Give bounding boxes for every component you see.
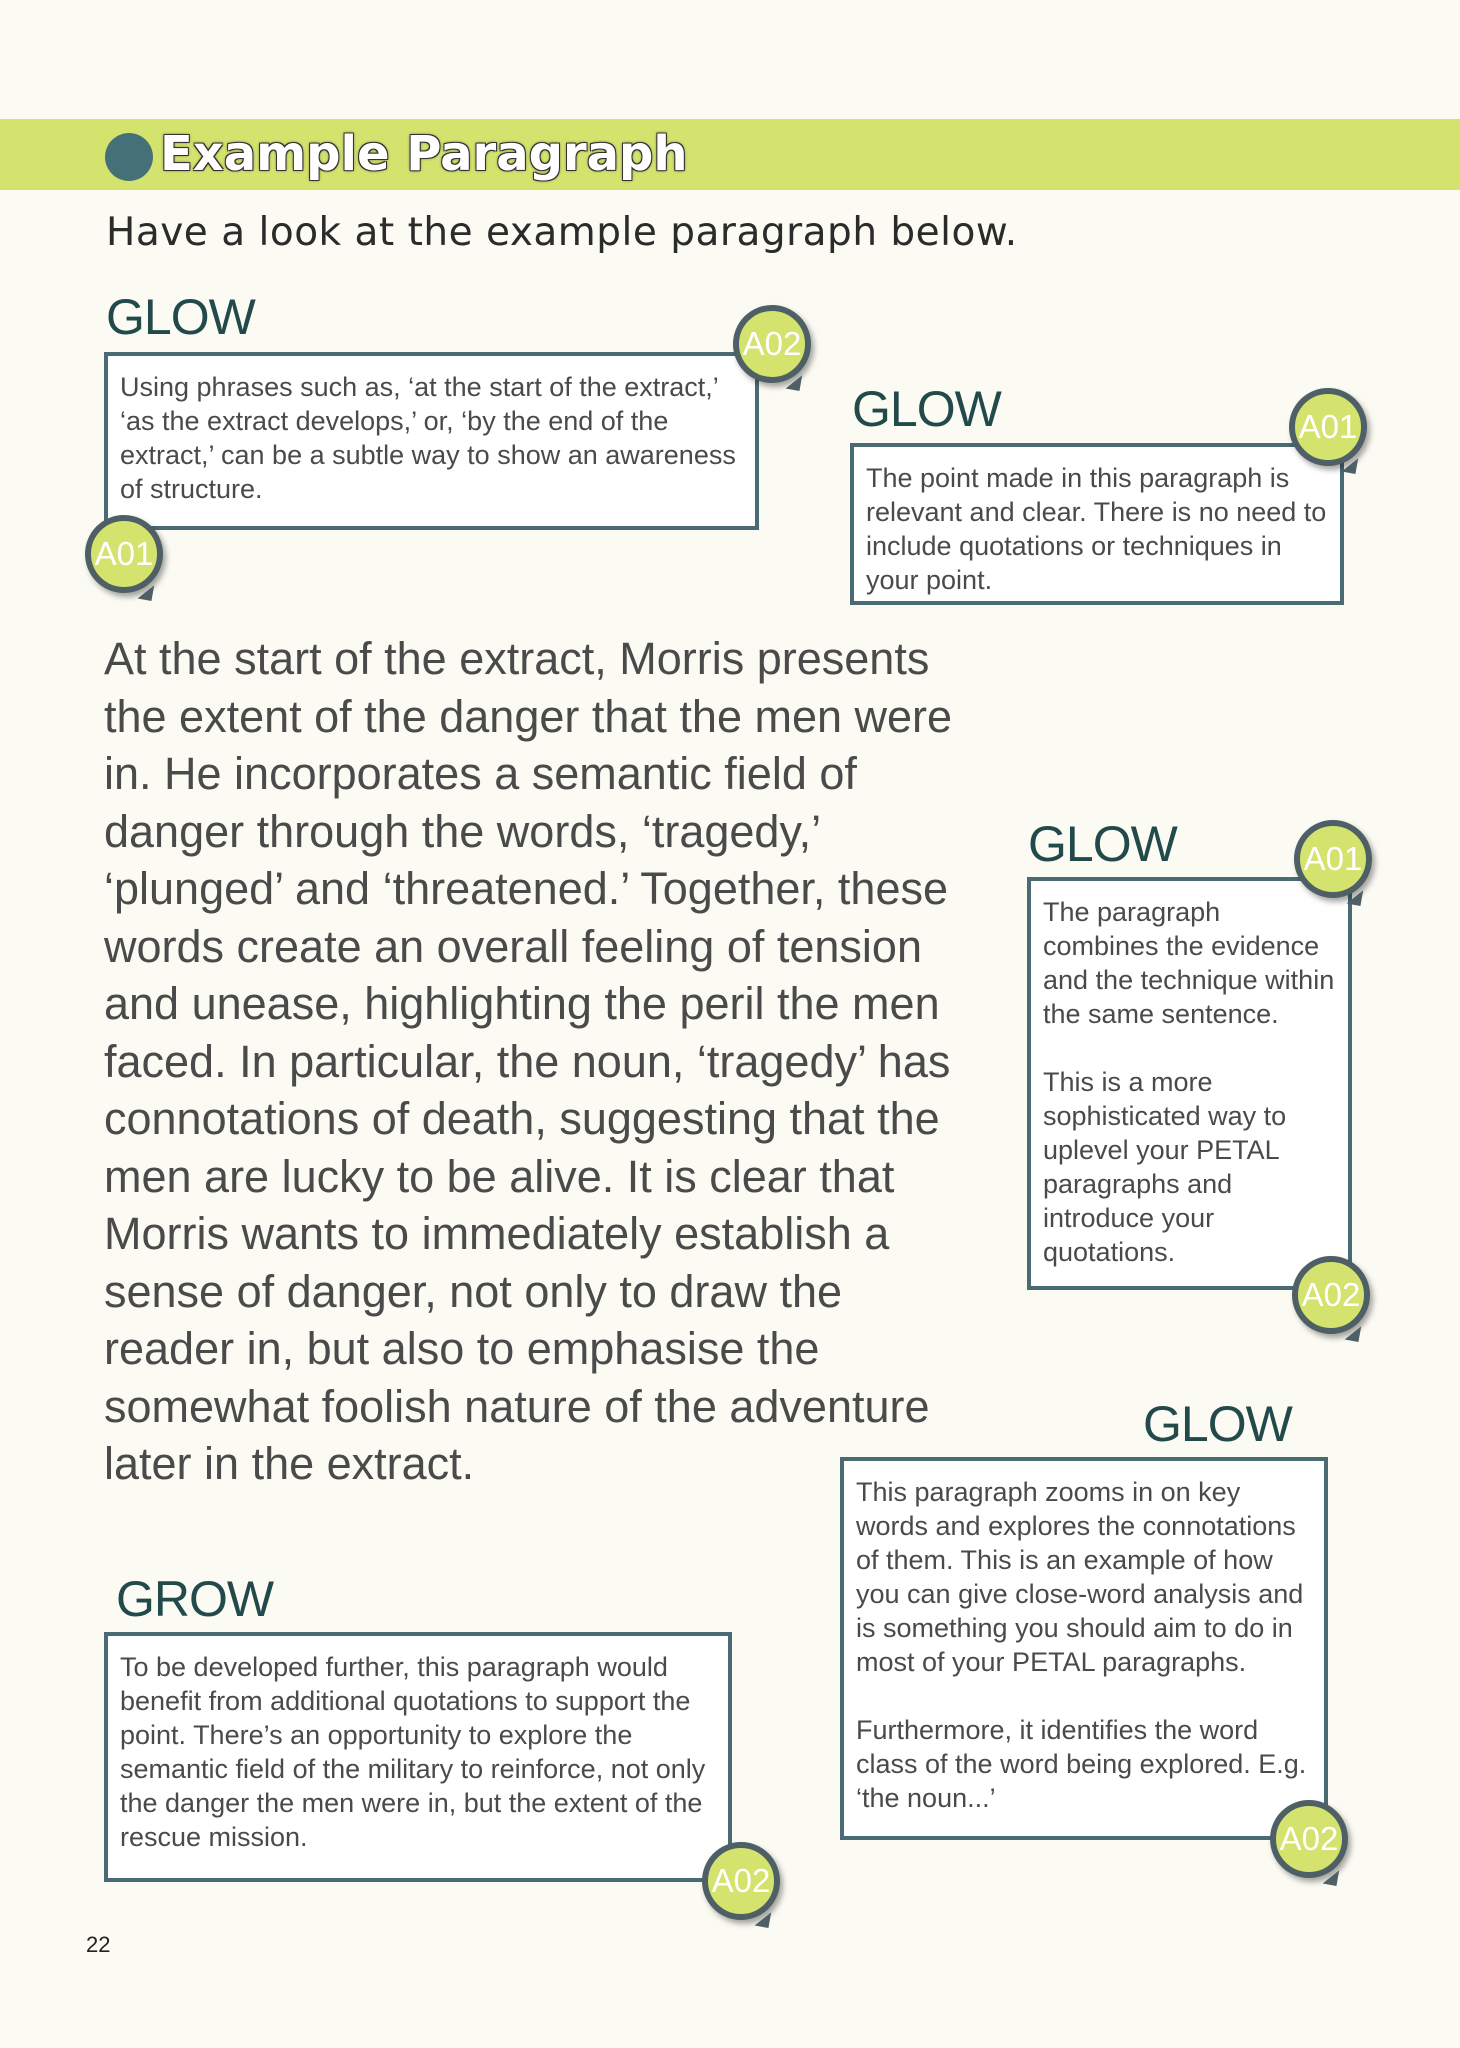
glow4-text-2: Furthermore, it identifies the word class of the word being explored. E.g. ‘the noun...’ <box>856 1715 1307 1813</box>
glow1-comment-box <box>104 352 759 530</box>
glow4-badge: A02 <box>1270 1800 1348 1878</box>
glow4-comment-box <box>840 1457 1328 1840</box>
glow3-heading: GLOW <box>1028 816 1177 872</box>
glow4-text-1: This paragraph zooms in on key words and explores the connotations of them. This is an example of how you can give close-word analysis and is something you should aim to do in most of your PETAL paragraphs. <box>856 1477 1304 1677</box>
glow2-badge: A01 <box>1289 388 1367 466</box>
glow2-heading: GLOW <box>852 381 1001 437</box>
glow3-comment-box <box>1027 877 1352 1290</box>
grow-comment-box <box>104 1632 732 1882</box>
glow2-comment-box <box>850 443 1344 605</box>
glow3-text-2: This is a more sophisticated way to uplevel your PETAL paragraphs and introduce your quotations. <box>1043 1067 1287 1267</box>
grow-text: To be developed further, this paragraph would benefit from additional quotations to support the point. There’s an opportunity to explore the semantic field of the military to reinforce, not only the danger the men were in, but the extent of the rescue mission. <box>120 1652 706 1852</box>
page-title: Example Paragraph <box>160 126 688 182</box>
main-paragraph: At the start of the extract, Morris presents the extent of the danger that the men were in. He incorporates a semantic field of danger through the words, ‘tragedy,’ ‘plunged’ and ‘threatened.’ Together, these words create an overall feeling of tension and unease, highlighting the peril the men faced. In particular, the noun, ‘tragedy’ has connotations of death, suggesting that the men are lucky to be alive. It is clear that Morris wants to immediately establish a sense of danger, not only to draw the reader in, but also to emphasise the somewhat foolish nature of the adventure later in the extract. <box>104 633 953 1489</box>
glow3-badge-bottom: A02 <box>1292 1256 1370 1334</box>
bullet-dot-icon <box>105 133 153 181</box>
glow1-badge-top: A02 <box>733 305 811 383</box>
glow1-text: Using phrases such as, ‘at the start of the extract,’ ‘as the extract develops,’ or, ‘by the end of the extract,’ can be a subtle way to show an awareness of structure. <box>120 372 736 504</box>
intro-text: Have a look at the example paragraph below. <box>106 210 1018 255</box>
glow3-badge-top: A01 <box>1294 820 1372 898</box>
glow1-heading: GLOW <box>106 289 255 345</box>
glow3-text-1: The paragraph combines the evidence and the technique within the same sentence. <box>1043 897 1335 1029</box>
glow1-badge-bottom: A01 <box>85 515 163 593</box>
page-number: 22 <box>86 1932 111 1957</box>
glow4-heading: GLOW <box>1143 1396 1292 1452</box>
glow2-text: The point made in this paragraph is relevant and clear. There is no need to include quotations or techniques in your point. <box>866 463 1327 595</box>
grow-heading: GROW <box>116 1571 274 1627</box>
grow-badge: A02 <box>702 1842 780 1920</box>
